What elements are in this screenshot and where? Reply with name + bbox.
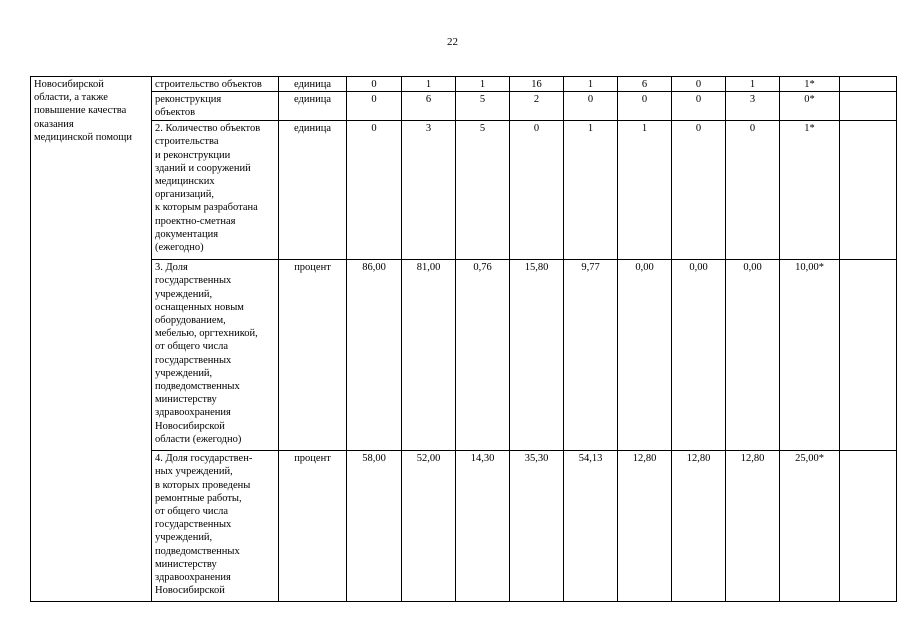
value-cell: 52,00 [402,451,456,602]
value-cell [840,121,897,260]
value-cell: 3 [726,92,780,121]
value-cell: 0 [510,121,564,260]
value-cell: 0 [347,92,402,121]
value-cell: 0,00 [726,260,780,451]
value-cell: 6 [618,77,672,92]
indicator-cell: 4. Доля государствен- ных учреждений, в которых проведены ремонтные работы, от общего числа государственных учреждений, подведомственных министерству здравоохранения Новосибирской [152,451,279,602]
section-cell: Новосибирской области, а также повышение качества оказания медицинской помощи [31,77,152,602]
value-cell [840,92,897,121]
value-cell: 54,13 [564,451,618,602]
value-cell: 0* [780,92,840,121]
value-cell: 6 [402,92,456,121]
value-cell: 35,30 [510,451,564,602]
table-row [31,92,897,121]
value-cell: 12,80 [726,451,780,602]
value-cell: 3 [402,121,456,260]
unit-cell: процент [279,260,347,451]
value-cell: 0 [726,121,780,260]
page-number: 22 [447,36,458,48]
indicator-cell: реконструкция объектов [152,92,279,121]
value-cell: 58,00 [347,451,402,602]
value-cell: 1 [564,121,618,260]
value-cell: 1 [402,77,456,92]
value-cell: 0,76 [456,260,510,451]
value-cell: 0,00 [672,260,726,451]
indicators-table [30,76,897,602]
value-cell: 1 [726,77,780,92]
value-cell [840,451,897,602]
value-cell: 5 [456,121,510,260]
value-cell: 2 [510,92,564,121]
value-cell: 25,00* [780,451,840,602]
unit-cell: единица [279,77,347,92]
value-cell: 1 [618,121,672,260]
indicator-cell: 2. Количество объектов строительства и реконструкции зданий и сооружений медицинских организаций, к которым разработана проектно-сметная документация (ежегодно) [152,121,279,260]
value-cell: 9,77 [564,260,618,451]
indicator-cell: 3. Доля государственных учреждений, оснащенных новым оборудованием, мебелью, оргтехникой, от общего числа государственных учреждений, подведомственных министерству здравоохранения Новосибирской области (ежегодно) [152,260,279,451]
table-row [31,451,897,602]
value-cell: 0 [347,121,402,260]
value-cell: 12,80 [618,451,672,602]
value-cell: 12,80 [672,451,726,602]
value-cell: 10,00* [780,260,840,451]
value-cell: 0 [347,77,402,92]
value-cell: 1* [780,77,840,92]
value-cell: 81,00 [402,260,456,451]
table-row [31,77,897,92]
value-cell: 0 [618,92,672,121]
value-cell: 0 [672,121,726,260]
value-cell: 5 [456,92,510,121]
unit-cell: процент [279,451,347,602]
value-cell [840,77,897,92]
value-cell: 1* [780,121,840,260]
value-cell: 0,00 [618,260,672,451]
table-row [31,260,897,451]
value-cell: 15,80 [510,260,564,451]
value-cell: 86,00 [347,260,402,451]
value-cell: 1 [456,77,510,92]
value-cell: 16 [510,77,564,92]
unit-cell: единица [279,92,347,121]
value-cell: 1 [564,77,618,92]
unit-cell: единица [279,121,347,260]
value-cell: 0 [564,92,618,121]
table-row [31,121,897,260]
indicator-cell: строительство объектов [152,77,279,92]
value-cell [840,260,897,451]
value-cell: 0 [672,92,726,121]
value-cell: 14,30 [456,451,510,602]
table-body [31,77,897,602]
value-cell: 0 [672,77,726,92]
